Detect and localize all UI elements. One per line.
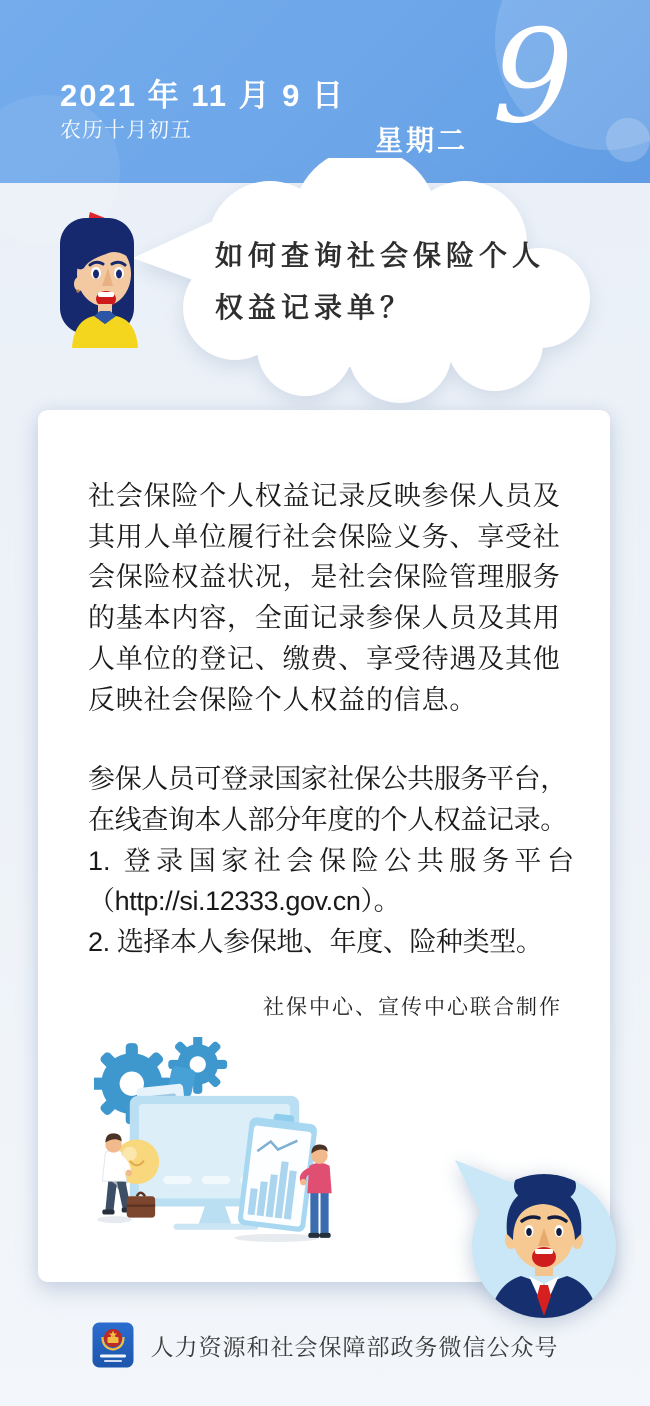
paragraph-line: 社会保险个人权益记录反映参保人员及 (88, 481, 561, 511)
paragraph-line: 的基本内容，全面记录参保人员及其用 (88, 603, 561, 634)
header-circle-decoration (606, 118, 650, 162)
paragraph-line: 反映社会保险个人权益的信息。 (88, 684, 478, 715)
intro-paragraph (88, 476, 572, 720)
howto-paragraph (88, 759, 572, 963)
weekday-text: 星期二 (375, 125, 469, 156)
paragraph-line: 在线查询本人部分年度的个人权益记录。 (88, 804, 567, 835)
female-speaker-avatar (44, 210, 148, 348)
day-number: 9 (492, 3, 574, 152)
question-line: 如何查询社会保险个人 (215, 240, 546, 271)
footer-account-name: 人力资源和社会保障部政务微信公众号 (150, 1333, 559, 1360)
paragraph-line: 人单位的登记、缴费、享受待遇及其他 (88, 643, 561, 674)
calendar-header (0, 0, 650, 183)
mohrss-emblem-logo (92, 1322, 134, 1368)
question-line: 权益记录单？ (215, 292, 414, 323)
social-insurance-analytics-illustration (94, 1037, 338, 1245)
paragraph-line: 其用人单位履行社会保险义务、享受社 (88, 521, 561, 552)
step-2-line: 2. 选择本人参保地、年度、险种类型。 (88, 927, 543, 958)
lunar-date-text: 农历十月初五 (60, 119, 192, 142)
platform-url-line: （http://si.12333.gov.cn）。 (88, 886, 401, 917)
paragraph-line: 参保人员可登录国家社保公共服务平台， (88, 764, 567, 795)
question-text (215, 230, 575, 334)
date-text: 2021 年 11 月 9 日 (60, 78, 346, 113)
credit-line: 社保中心、宣传中心联合制作 (263, 994, 562, 1019)
male-speaker-avatar (443, 1146, 643, 1346)
step-1-line: 1. 登录国家社会保险公共服务平台 (88, 845, 574, 876)
paragraph-line: 会保险权益状况，是社会保险管理服务 (88, 562, 561, 593)
